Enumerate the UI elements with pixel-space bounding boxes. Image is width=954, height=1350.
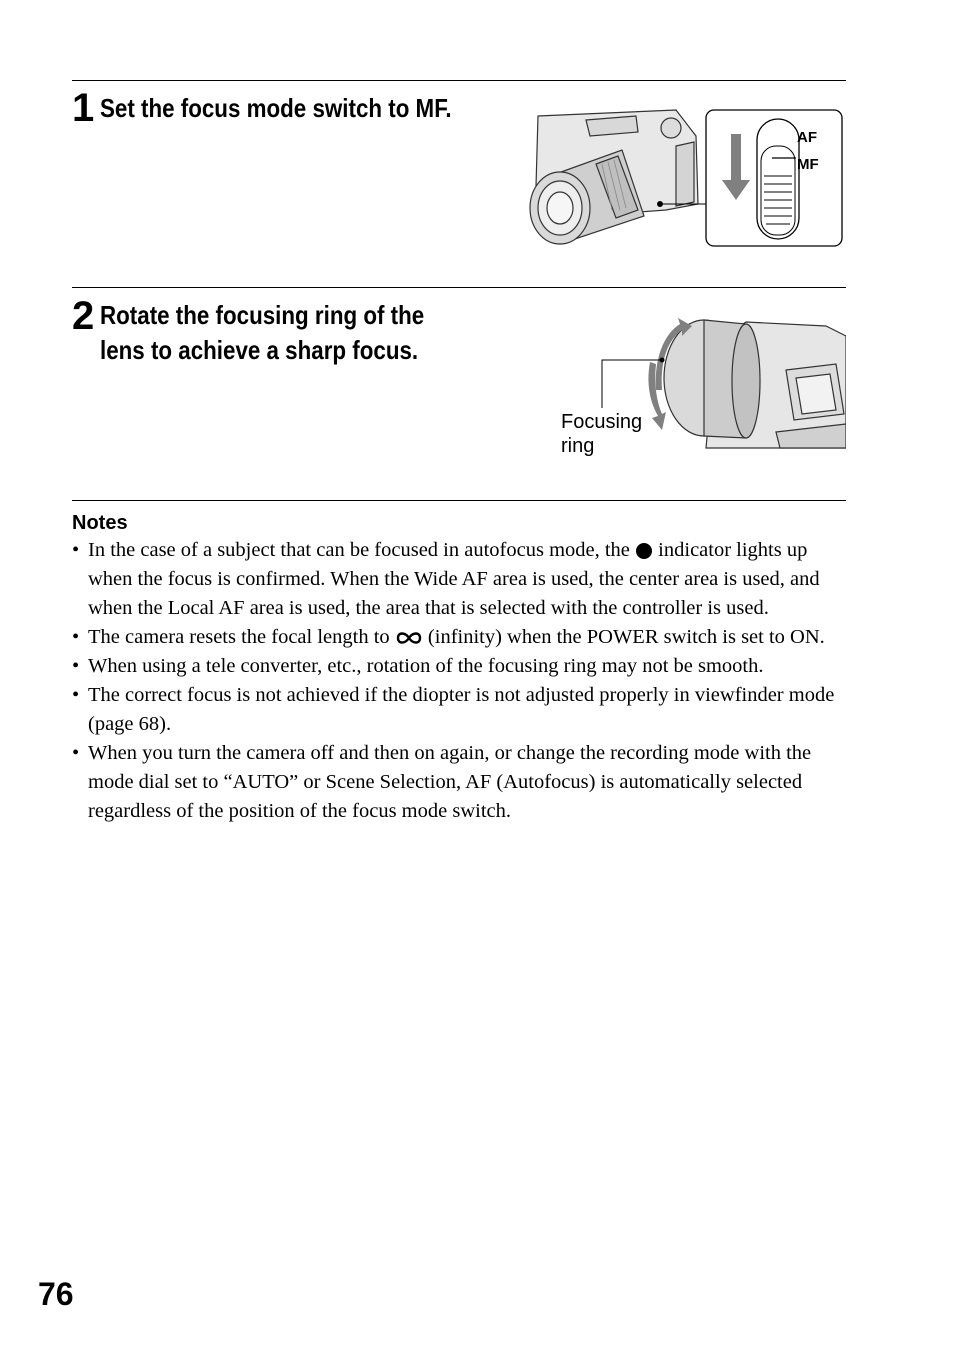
note-text: In the case of a subject that can be focused in autofocus mode, the bbox=[88, 539, 630, 561]
focusing-ring-label-line: ring bbox=[561, 435, 595, 457]
step-2-line: lens to achieve a sharp focus. bbox=[100, 335, 419, 365]
notes-heading: Notes bbox=[72, 512, 128, 534]
note-item bbox=[72, 623, 852, 652]
note-item bbox=[72, 739, 852, 826]
switch-mf-label: MF bbox=[797, 156, 819, 173]
section-divider bbox=[72, 80, 846, 81]
note-item bbox=[72, 652, 852, 681]
focusing-ring-label-line: Focusing bbox=[561, 411, 643, 433]
bullet: • bbox=[72, 742, 80, 764]
bullet: • bbox=[72, 539, 80, 561]
ring-callout-dot bbox=[660, 358, 665, 363]
section-divider bbox=[72, 500, 846, 501]
step-2-number: 2 bbox=[72, 294, 95, 338]
step-2-line: Rotate the focusing ring of the bbox=[100, 300, 425, 330]
step-2-text bbox=[100, 298, 424, 368]
note-item bbox=[72, 681, 852, 739]
step-1-text bbox=[100, 91, 452, 126]
switch-af-label: AF bbox=[797, 129, 817, 146]
camera-focus-switch-figure bbox=[526, 106, 846, 250]
notes-list bbox=[72, 536, 852, 826]
section-divider bbox=[72, 287, 846, 288]
note-item bbox=[72, 536, 852, 623]
note-text: indicator lights up when the focus is confirmed. When the Wide AF area is used, the center area is used, and when the Local AF area is used, the area that is selected with the controller is used. bbox=[88, 539, 820, 619]
infinity-icon bbox=[395, 630, 423, 646]
bullet: • bbox=[72, 655, 80, 677]
step-1-line: Set the focus mode switch to MF. bbox=[100, 93, 452, 123]
focus-mode-switch bbox=[757, 119, 799, 239]
note-text: The correct focus is not achieved if the diopter is not adjusted properly in viewfinder mode (page 68). bbox=[88, 684, 835, 735]
note-text: When using a tele converter, etc., rotation of the focusing ring may not be smooth. bbox=[88, 655, 764, 677]
bullet: • bbox=[72, 684, 80, 706]
focusing-ring-label bbox=[561, 410, 642, 458]
focus-indicator-dot-icon bbox=[635, 542, 653, 560]
note-text: When you turn the camera off and then on again, or change the recording mode with the mode dial set to “AUTO” or Scene Selection, AF (Autofocus) is automatically selected regardless of the position of the focus mode switch. bbox=[88, 742, 812, 822]
note-text: (infinity) when the POWER switch is set to ON. bbox=[427, 626, 825, 648]
lens-ring-illustration bbox=[664, 320, 760, 438]
switch-location-dot bbox=[657, 201, 663, 207]
page-number: 76 bbox=[38, 1276, 74, 1312]
bullet: • bbox=[72, 626, 80, 648]
step-1-number: 1 bbox=[72, 86, 95, 130]
note-text: The camera resets the focal length to bbox=[88, 626, 390, 648]
